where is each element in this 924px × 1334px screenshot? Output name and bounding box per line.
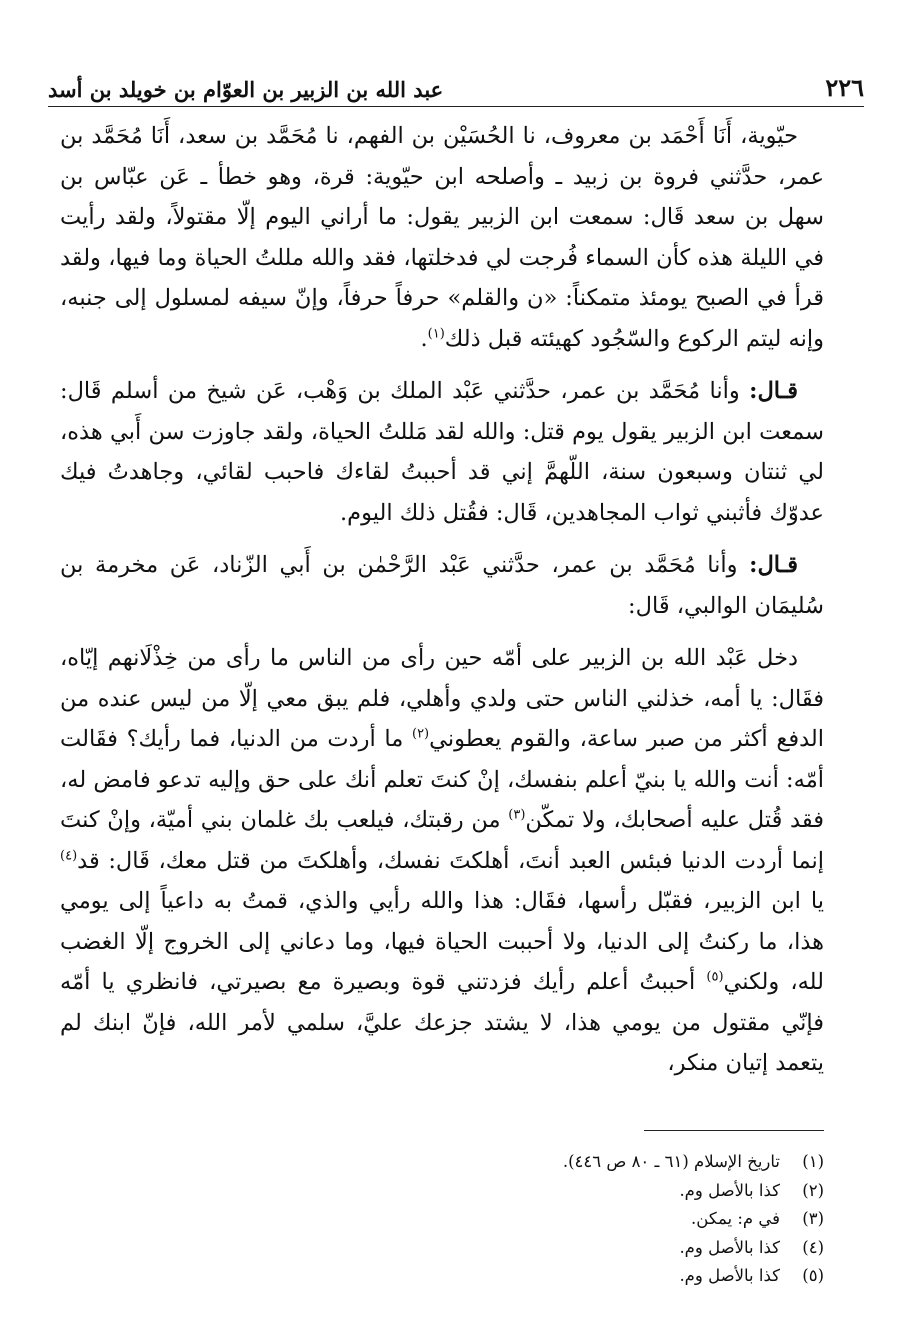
footnote-text: كذا بالأصل وم. [679, 1180, 780, 1200]
footnote-ref: (٥) [706, 969, 724, 985]
footnote-text: تاريخ الإسلام (٦١ ـ ٨٠ ص ٤٤٦). [562, 1152, 780, 1171]
paragraph-text: ما أردت من الدنيا، فما رأيك؟ فقَالت أمّه: أنت والله يا بنيّ أعلم بنفسك، إنْ كنتَ تعلم أنك على حق وإليه تدعو فامض له، فقد قُتل عليه أصحابك، ولا تمكّن [60, 726, 825, 833]
paragraph-2 [60, 371, 824, 533]
footnote-number: (٥) [802, 1266, 824, 1285]
running-title: عبد الله بن الزبير بن العوّام بن خويلد بن أسد [48, 77, 444, 102]
page-header [48, 62, 864, 102]
paragraph-1 [60, 116, 824, 359]
footnote [300, 1177, 824, 1206]
paragraph-lead: قـال: [749, 378, 798, 404]
paragraph-lead: قـال: [749, 552, 798, 578]
paragraph-text: أحببتُ أعلم رأيك فزدتني قوة وبصيرة مع بصيرتي، فانظري يا أمّه فإنّي مقتول من يومي هذا، لا يشتد جزعك عليَّ، سلمي لأمر الله، فإنّ ابنك لم يتعمد إتيان منكر، [60, 969, 824, 1076]
footnote-text: كذا بالأصل وم. [679, 1266, 780, 1285]
footnotes [300, 1148, 824, 1291]
footnote-ref: (٣) [508, 807, 526, 823]
footnote-ref: (٢) [411, 726, 430, 742]
footnote-number: (٢) [802, 1180, 824, 1200]
paragraph-text: حيّوية، أَنَا أَحْمَد بن معروف، نا الحُسَيْن بن الفهم، نا مُحَمَّد بن سعد، أَنَا مُحَمَّد بن عمر، حدَّثني فروة بن زبيد ـ وأصلحه ابن حيّوية: قرة، وهو خطأ ـ عَن عبّاس بن سهل بن سعد قَال: سمعت ابن الزبير يقول: ما أراني اليوم إلّا مقتولاً، ولقد رأيت في الليلة هذه كأن السماء فُرجت لي فدخلتها، فقد والله مللتُ الحياة وما فيها، ولقد قرأ في الصبح يومئذ متمكناً: «ن والقلم» حرفاً حرفاً، وإنّ سيفه لمسلول إلى جنبه، وإنه ليتم الركوع والسّجُود كهيئته قبل ذلك [60, 123, 824, 352]
paragraph-text: من رقبتك، فيلعب بك غلمان بني أميّة، وإنْ كنتَ إنما أردت الدنيا فبئس العبد أنتَ، أهلكتَ نفسك، وأهلكتَ من قتل معك، قَال: قد [60, 807, 824, 874]
footnote-ref: (٤) [60, 848, 78, 863]
footnote-ref: (١) [427, 326, 445, 341]
footnote-number: (٤) [802, 1237, 824, 1257]
body-text [60, 116, 824, 1084]
paragraph-3 [60, 545, 824, 626]
footnote [300, 1205, 824, 1234]
paragraph-text: وأنا مُحَمَّد بن عمر، حدَّثني عَبْد الملك بن وَهْب، عَن شيخ من أسلم قَال: سمعت ابن الزبير يقول يوم قتل: والله لقد مَللتُ الحياة، ولقد جاوزت سن أَبي هذه، لي ثنتان وسبعون سنة، اللّهمَّ إني قد أحببتُ لقاءك فاحبب لقائي، وجاهدتُ فيك عدوّك فأثبني ثواب المجاهدين، قَال: فقُتل ذلك اليوم. [60, 378, 824, 526]
header-rule [48, 106, 864, 107]
footnote-number: (١) [802, 1152, 824, 1171]
footnote [300, 1148, 824, 1177]
footnote [300, 1234, 824, 1263]
footnote-number: (٣) [802, 1209, 824, 1228]
footnote-text: كذا بالأصل وم. [679, 1237, 780, 1257]
paragraph-text: دخل عَبْد الله بن الزبير على أمّه حين رأى من الناس ما رأى من خِذْلَانهم إيّاه، فقَال: يا أمه، خذلني الناس حتى ولدي وأهلي، فلم يبق معي إلّا من ليس عنده من الدفع أكثر من صبر ساعة، والقوم يعطوني [60, 645, 824, 752]
footnote-rule [644, 1130, 824, 1131]
paragraph-text: يا ابن الزبير، فقبّل رأسها، فقَال: هذا والله رأيي والذي، قمتُ به داعياً إلى يومي هذا، ما ركنتُ إلى الدنيا، ولا أحببت الحياة فيها، وما دعاني إلى الخروج إلّا الغضب لله، ولكني [60, 888, 824, 995]
paragraph-4 [60, 638, 824, 1084]
paragraph-text-end: . [420, 325, 428, 352]
paragraph-text: وأنا مُحَمَّد بن عمر، حدَّثني عَبْد الرَّحْمٰن بن أَبي الزّناد، عَن مخرمة بن سُليمَان الوالبي، قَال: [60, 552, 824, 619]
page-number: ٢٢٦ [825, 73, 864, 102]
footnote-text: في م: يمكن. [691, 1209, 780, 1228]
footnote [300, 1262, 824, 1291]
